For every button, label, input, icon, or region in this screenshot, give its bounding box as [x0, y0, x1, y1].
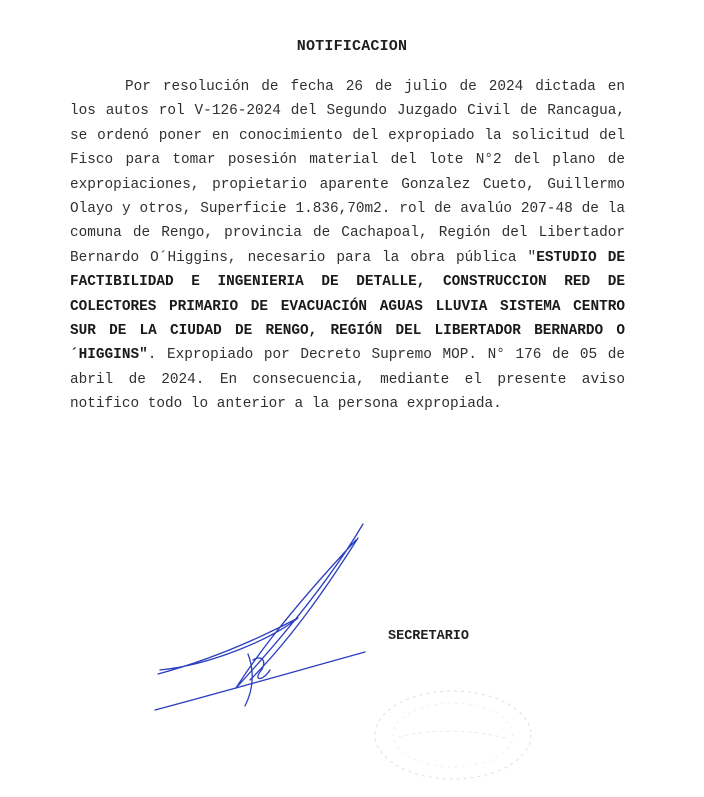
notification-paragraph	[70, 75, 625, 417]
document-title: NOTIFICACION	[296, 38, 408, 55]
paragraph-text-closing: . Expropiado por Decreto Supremo MOP. N° 176 de 05 de abril de 2024. En consecuencia, mediante el presente aviso notifico todo lo anterior a la persona expropiada.	[70, 347, 625, 413]
faded-stamp	[368, 685, 538, 785]
handwritten-signature	[150, 520, 390, 720]
paragraph-text-intro: Por resolución de fecha 26 de julio de 2024 dictada en los autos rol V-126-2024 del Segundo Juzgado Civil de Rancagua, se ordenó poner en conocimiento del expropiado la solicitud del Fisco para tomar posesión material del lote N°2 del plano de expropiaciones, propietario aparente Gonzalez Cueto, Guillermo Olayo y otros, Superficie 1.836,70m2. rol de avalúo 207-48 de la comuna de Rengo, provincia de Cachapoal, Región del Libertador Bernardo O´Higgins, necesario para la obra pública "	[70, 79, 625, 266]
signatory-label: SECRETARIO	[388, 629, 470, 644]
signature-strokes	[155, 524, 365, 710]
project-name-bold: ESTUDIO DE FACTIBILIDAD E INGENIERIA DE DETALLE, CONSTRUCCION RED DE COLECTORES PRIMARIO DE EVACUACIÓN AGUAS LLUVIA SISTEMA CENTRO SUR DE LA CIUDAD DE RENGO, REGIÓN DEL LIBERTADOR BERNARDO O´HIGGINS"	[70, 249, 626, 364]
